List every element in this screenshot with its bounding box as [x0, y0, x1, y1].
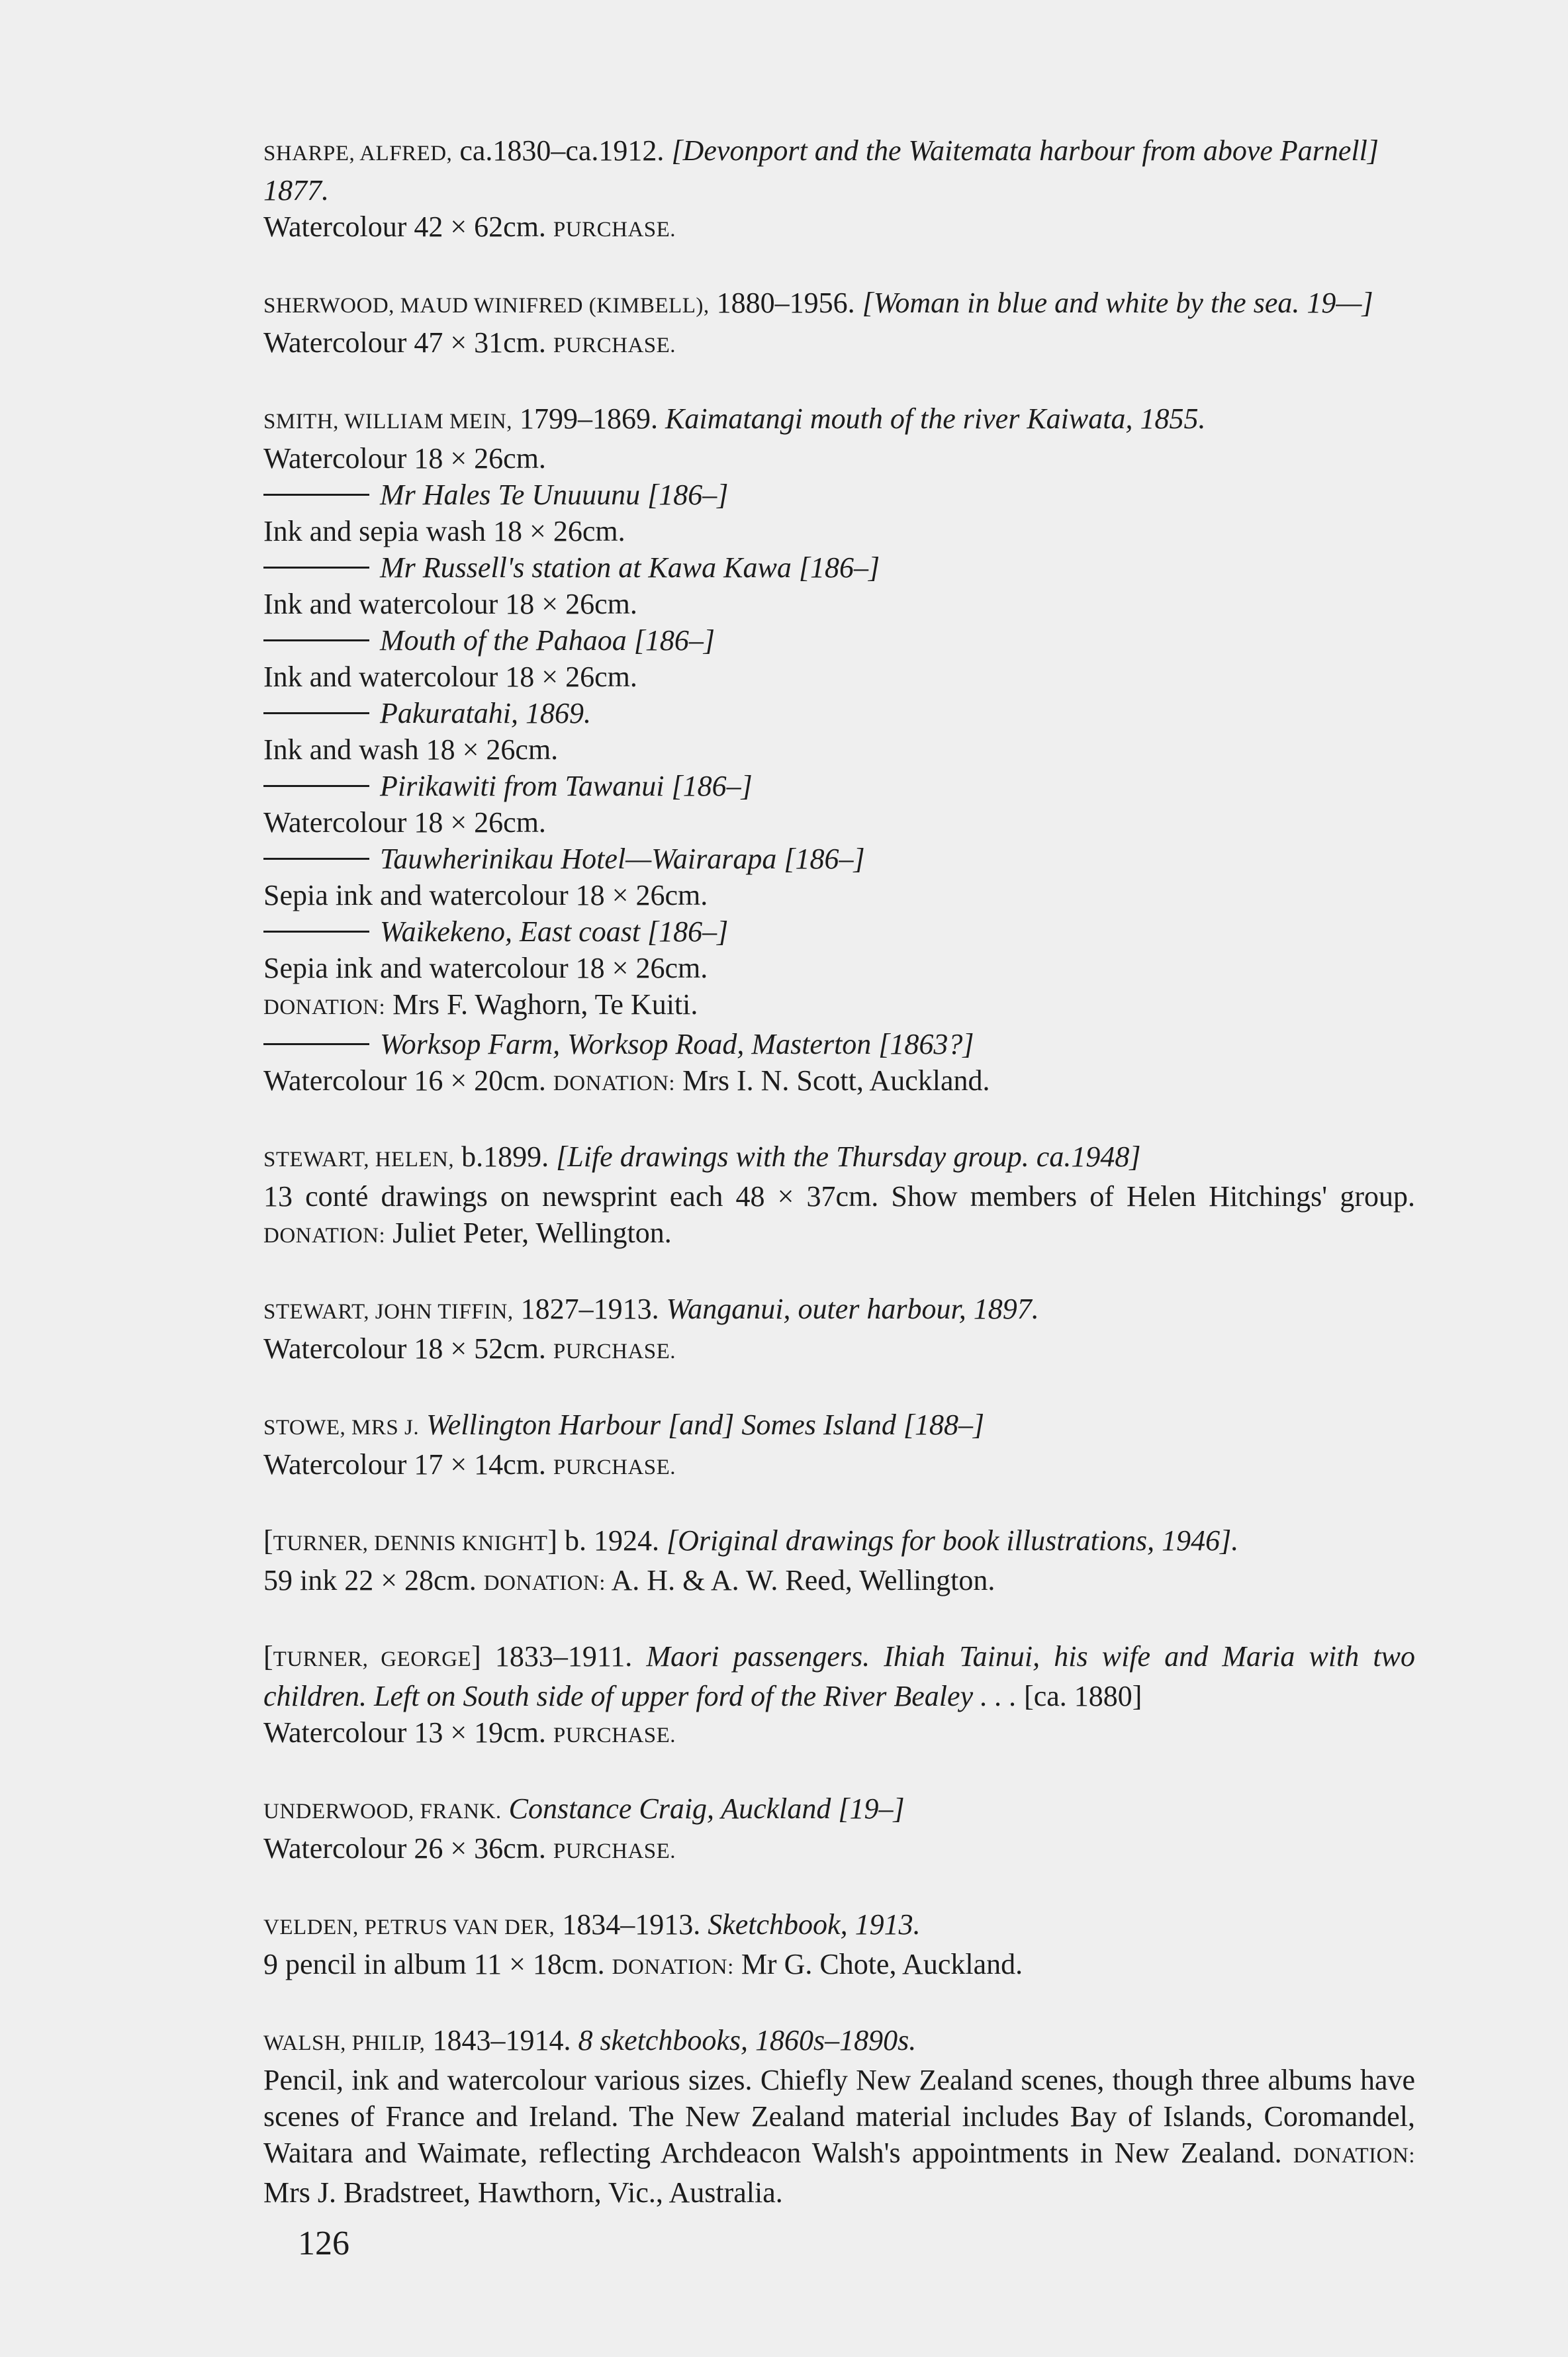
donor: Mrs F. Waghorn, Te Kuiti.	[385, 988, 698, 1021]
work-medium: Watercolour 18 × 26cm.	[263, 442, 546, 475]
catalogue-page	[263, 132, 1415, 2247]
artist-dates: 1880–1956.	[709, 287, 862, 319]
entry-heading	[263, 1407, 1415, 1446]
work-title: Wanganui, outer harbour, 1897.	[666, 1293, 1039, 1325]
sub-work-title-line	[263, 477, 1415, 513]
donation-label: DONATION:	[612, 1955, 734, 1979]
entry-turner-dennis	[263, 1522, 1415, 1602]
work-medium: 59 ink 22 × 28cm.	[263, 1564, 484, 1596]
work-title: 8 sketchbooks, 1860s–1890s.	[578, 2024, 917, 2057]
sub-work-title: Pirikawiti from Tawanui [186–]	[380, 770, 753, 802]
sub-work-title: Pakuratahi, 1869.	[380, 697, 591, 729]
sub-work-medium: Watercolour 18 × 26cm.	[263, 806, 546, 839]
acquisition-source: PURCHASE.	[553, 1724, 676, 1747]
entry-velden	[263, 1906, 1415, 1986]
ditto-dash	[263, 639, 369, 641]
sub-work-title: Worksop Farm, Worksop Road, Masterton [1863?]	[380, 1028, 974, 1060]
sub-work-title-line	[263, 1026, 1415, 1062]
ditto-dash	[263, 712, 369, 714]
sub-work-title-line	[263, 768, 1415, 804]
sub-work-title: Waikekeno, East coast [186–]	[380, 915, 729, 948]
donation-label: DONATION:	[553, 1072, 676, 1095]
artist-dates: 1843–1914.	[425, 2024, 578, 2057]
work-medium-line	[263, 1330, 1415, 1370]
work-title: [Life drawings with the Thursday group. ca.1948]	[556, 1140, 1141, 1173]
ditto-dash	[263, 567, 369, 569]
work-title: [Original drawings for book illustrations, 1946].	[667, 1524, 1239, 1557]
entry-smith	[263, 400, 1415, 1102]
artist-name: STEWART, HELEN,	[263, 1148, 455, 1172]
work-description	[263, 1178, 1415, 1254]
acquisition-source: PURCHASE.	[553, 1839, 676, 1863]
donor: Mrs J. Bradstreet, Hawthorn, Vic., Australia.	[263, 2176, 783, 2209]
work-medium: 13 conté drawings on newsprint each 48 × 37cm. Show members of Helen Hitchings' group.	[263, 1180, 1415, 1213]
entry-stowe	[263, 1407, 1415, 1486]
artist-name: STEWART, JOHN TIFFIN,	[263, 1300, 514, 1324]
donation-label: DONATION:	[1293, 2144, 1415, 2168]
entry-walsh	[263, 2022, 1415, 2211]
work-medium: Pencil, ink and watercolour various sizes. Chiefly New Zealand scenes, though three albums have scenes of France and Ireland. The New Zealand material includes Bay of Islands, Coromandel, Waitara and Waimate, reflecting Archdeacon Walsh's appointments in New Zealand.	[263, 2064, 1415, 2169]
artist-dates: 1827–1913.	[513, 1293, 667, 1325]
acquisition-source: PURCHASE.	[553, 1340, 676, 1363]
artist-dates: ] 1833–1911.	[471, 1640, 647, 1673]
donor: Mr G. Chote, Auckland.	[733, 1948, 1023, 1980]
entry-stewart-john	[263, 1291, 1415, 1370]
acquisition-source: PURCHASE.	[553, 1456, 676, 1479]
sub-work-medium: Sepia ink and watercolour 18 × 26cm.	[263, 952, 708, 984]
donor: Juliet Peter, Wellington.	[385, 1217, 672, 1249]
entry-heading	[263, 2022, 1415, 2062]
work-medium: Watercolour 13 × 19cm.	[263, 1716, 553, 1749]
artist-name: VELDEN, PETRUS VAN DER,	[263, 1916, 555, 1939]
work-title: Sketchbook, 1913.	[708, 1908, 921, 1941]
work-title: Wellington Harbour [and] Somes Island [188–]	[426, 1409, 985, 1441]
artist-name: STOWE, MRS J.	[263, 1416, 420, 1440]
ditto-dash	[263, 858, 369, 860]
sub-work-title: Mouth of the Pahaoa [186–]	[380, 624, 715, 657]
artist-dates	[419, 1409, 426, 1441]
bracket-open: [	[263, 1640, 273, 1673]
entry-heading	[263, 400, 1415, 440]
entry-heading	[263, 1906, 1415, 1946]
sub-work-title-line	[263, 695, 1415, 731]
work-date: [ca. 1880]	[1017, 1680, 1142, 1712]
sub-work-medium: Sepia ink and watercolour 18 × 26cm.	[263, 879, 708, 911]
donation-label: DONATION:	[483, 1571, 606, 1595]
sub-work-title: Tauwherinikau Hotel—Wairarapa [186–]	[380, 843, 865, 875]
work-title: Maori passengers. Ihiah Tainui, his wife and Maria with two children. Left on South side of upper ford of the River Bealey . . .	[263, 1640, 1415, 1712]
donation-line	[263, 986, 1415, 1026]
artist-name: SHERWOOD, MAUD WINIFRED (KIMBELL),	[263, 294, 710, 318]
work-medium-line	[263, 1446, 1415, 1486]
entry-heading	[263, 1291, 1415, 1330]
artist-name: TURNER, GEORGE	[273, 1647, 472, 1671]
work-title: [Woman in blue and white by the sea. 19—]	[862, 287, 1373, 319]
work-title: Constance Craig, Auckland [19–]	[508, 1792, 905, 1825]
entry-sherwood	[263, 285, 1415, 364]
donor: A. H. & A. W. Reed, Wellington.	[605, 1564, 995, 1596]
sub-work-medium-line	[263, 1062, 1415, 1102]
artist-name: TURNER, DENNIS KNIGHT	[273, 1532, 548, 1555]
entry-stewart-helen	[263, 1138, 1415, 1254]
work-medium-line	[263, 208, 1415, 248]
sub-work-medium: Watercolour 16 × 20cm.	[263, 1064, 553, 1097]
entry-sharpe	[263, 132, 1415, 248]
work-medium-line	[263, 1946, 1415, 1986]
donation-label: DONATION:	[263, 1224, 386, 1248]
donation-label: DONATION:	[263, 995, 386, 1019]
artist-dates: ] b. 1924.	[547, 1524, 667, 1557]
ditto-dash	[263, 785, 369, 787]
artist-name: UNDERWOOD, FRANK.	[263, 1800, 502, 1824]
work-medium: Watercolour 47 × 31cm.	[263, 326, 553, 359]
work-medium: Watercolour 26 × 36cm.	[263, 1832, 553, 1865]
sub-work-title-line	[263, 841, 1415, 877]
sub-work-title: Mr Russell's station at Kawa Kawa [186–]	[380, 551, 880, 584]
work-medium-line	[263, 324, 1415, 364]
entry-heading	[263, 1522, 1415, 1562]
entry-heading	[263, 1790, 1415, 1830]
work-medium: Watercolour 18 × 52cm.	[263, 1332, 553, 1365]
artist-name: SMITH, WILLIAM MEIN,	[263, 410, 513, 434]
artist-name: SHARPE, ALFRED,	[263, 142, 453, 165]
acquisition-source: PURCHASE.	[553, 334, 676, 357]
acquisition-source: PURCHASE.	[553, 218, 676, 242]
sub-work-title-line	[263, 622, 1415, 659]
work-medium-line	[263, 1714, 1415, 1754]
artist-dates	[502, 1792, 509, 1825]
work-medium: Watercolour 17 × 14cm.	[263, 1448, 553, 1481]
artist-dates: b.1899.	[454, 1140, 557, 1173]
work-title: Kaimatangi mouth of the river Kaiwata, 1855.	[665, 402, 1206, 435]
artist-dates: ca.1830–ca.1912.	[452, 134, 672, 167]
artist-dates: 1834–1913.	[555, 1908, 708, 1941]
ditto-dash	[263, 931, 369, 933]
work-title: [Devonport and the Waitemata harbour from above Parnell] 1877.	[263, 134, 1379, 207]
entry-underwood	[263, 1790, 1415, 1870]
work-medium: Watercolour 42 × 62cm.	[263, 210, 553, 243]
donor: Mrs I. N. Scott, Auckland.	[675, 1064, 990, 1097]
work-medium: 9 pencil in album 11 × 18cm.	[263, 1948, 612, 1980]
entry-heading	[263, 1638, 1415, 1714]
entry-heading	[263, 1138, 1415, 1178]
sub-work-medium: Ink and watercolour 18 × 26cm.	[263, 588, 637, 620]
work-description	[263, 2062, 1415, 2211]
bracket-open: [	[263, 1524, 273, 1557]
sub-work-medium: Ink and sepia wash 18 × 26cm.	[263, 515, 625, 547]
sub-work-title-line	[263, 913, 1415, 950]
sub-work-title-line	[263, 549, 1415, 586]
work-medium-line	[263, 1562, 1415, 1602]
page-number: 126	[298, 2225, 349, 2262]
ditto-dash	[263, 1043, 369, 1045]
artist-dates: 1799–1869.	[512, 402, 666, 435]
entry-turner-george	[263, 1638, 1415, 1754]
sub-work-medium: Ink and watercolour 18 × 26cm.	[263, 661, 637, 693]
work-medium-line	[263, 1830, 1415, 1870]
ditto-dash	[263, 494, 369, 496]
sub-work-title: Mr Hales Te Unuuunu [186–]	[380, 479, 729, 511]
artist-name: WALSH, PHILIP,	[263, 2031, 426, 2055]
sub-work-medium: Ink and wash 18 × 26cm.	[263, 733, 559, 766]
